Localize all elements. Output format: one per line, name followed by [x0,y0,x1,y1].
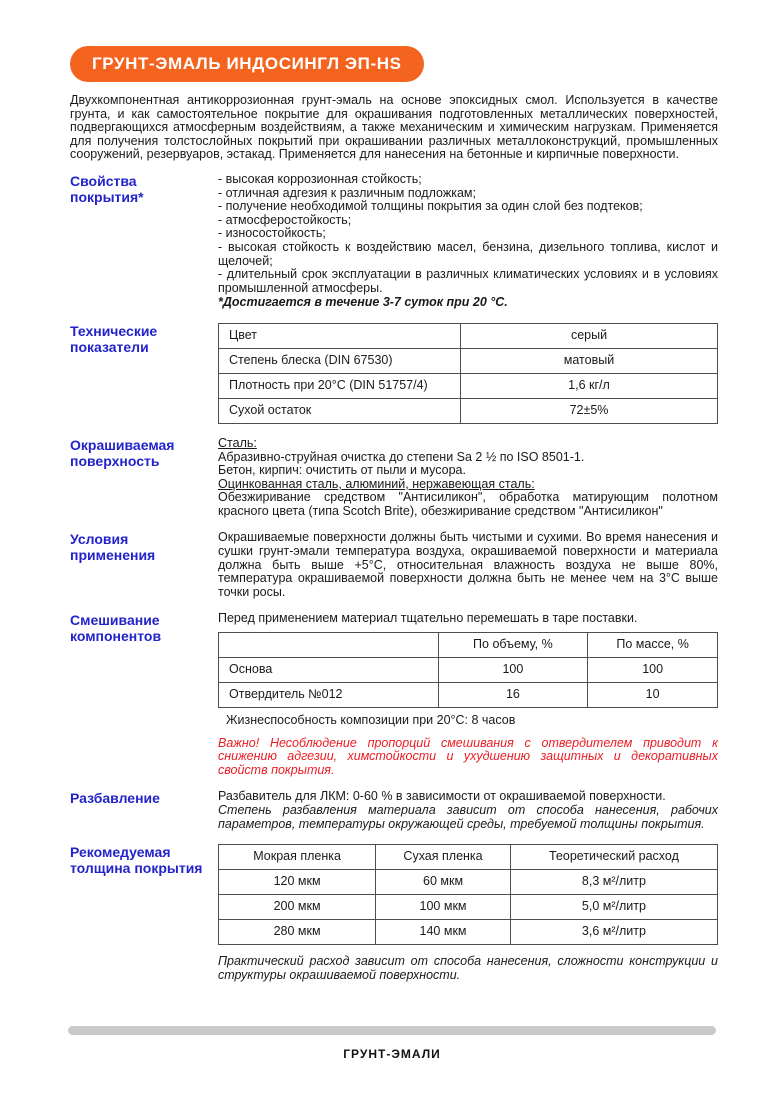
table-cell: Цвет [219,323,461,348]
consumption-note: Практический расход зависит от способа нанесения, сложности конструкции и структуры окрашиваемой поверхности. [218,954,718,982]
table-cell: Сухой остаток [219,398,461,423]
table-row [219,870,718,895]
property-item: - высокая коррозионная стойкость; [218,171,422,186]
mixing-warning: Важно! Несоблюдение пропорций смешивания с отвердителем приводит к снижению адгезии, химстойкости и ухудшению защитных и декоративных свойств покрытия. [218,735,718,777]
property-item: - длительный срок эксплуатации в различных климатических условиях и в условиях промышленной атмосферы. [218,267,718,295]
section-mixing-body [218,612,718,777]
surface-galvanized-text: Обезжиривание средством "Антисиликон", обработка матирующим полотном красного цвета (типа Scotch Brite), обезжиривание средством "Антисиликон" [218,490,718,518]
table-cell: 100 мкм [376,895,511,920]
section-technical [70,323,718,424]
section-surface [70,437,718,519]
table-cell: 120 мкм [219,870,376,895]
table-row [219,658,718,683]
table-header-cell [219,633,439,658]
table-cell: 100 [438,658,588,683]
table-cell: Основа [219,658,439,683]
section-conditions-title: Условия применения [70,531,156,564]
section-technical-title: Технические показатели [70,322,158,355]
mixing-intro: Перед применением материал тщательно перемешать в таре поставки. [218,611,638,626]
section-mixing-title: Смешивание компонентов [70,612,162,645]
table-header-cell: По массе, % [588,633,718,658]
footer-category-label: ГРУНТ-ЭМАЛИ [343,1047,441,1061]
section-properties-body [218,173,718,310]
section-thickness [70,844,718,982]
thickness-table [218,844,718,945]
table-cell: 140 мкм [376,920,511,945]
table-row [219,348,718,373]
table-cell: 280 мкм [219,920,376,945]
section-properties-title: Свойства покрытия* [70,172,144,205]
section-mixing [70,612,718,777]
table-cell: Степень блеска (DIN 67530) [219,348,461,373]
pot-life-note: Жизнеспособность композиции при 20°C: 8 часов [226,713,516,728]
section-conditions-body [218,531,718,599]
table-row [219,398,718,423]
product-title: ГРУНТ-ЭМАЛЬ ИНДОСИНГЛ ЭП-HS [92,54,402,73]
section-dilution [70,790,718,831]
property-item: - отличная адгезия к различным подложкам; [218,185,476,200]
table-cell: серый [461,323,718,348]
surface-steel-line: Абразивно-струйная очистка до степени Sa 2 ½ по ISO 8501-1. [218,449,585,464]
page-footer [68,1026,716,1061]
table-header-cell: Мокрая пленка [219,845,376,870]
table-cell: 5,0 м²/литр [510,895,717,920]
table-header-cell: Теоретический расход [510,845,717,870]
table-cell: 1,6 кг/л [461,373,718,398]
section-surface-title: Окрашиваемая поверхность [70,436,175,469]
table-row [219,323,718,348]
section-conditions [70,531,718,599]
table-header-cell: По объему, % [438,633,588,658]
table-cell: 200 мкм [219,895,376,920]
product-title-badge [70,46,424,82]
surface-galvanized-heading: Оцинкованная сталь, алюминий, нержавеющая сталь: [218,476,535,491]
section-thickness-body [218,844,718,982]
technical-table [218,323,718,424]
table-row [219,683,718,708]
section-thickness-title: Рекомедуемая толщина покрытия [70,844,203,877]
table-row [219,633,718,658]
property-item: - атмосферостойкость; [218,212,352,227]
table-cell: 100 [588,658,718,683]
surface-steel-heading: Сталь: [218,435,257,450]
table-cell: 16 [438,683,588,708]
footer-divider-bar [68,1026,716,1035]
table-cell: 60 мкм [376,870,511,895]
property-item: - износостойкость; [218,226,326,241]
table-row [219,920,718,945]
table-cell: 72±5% [461,398,718,423]
table-cell: 8,3 м²/литр [510,870,717,895]
section-dilution-title: Разбавление [70,790,160,807]
dilution-line: Разбавитель для ЛКМ: 0-60 % в зависимости от окрашиваемой поверхности. [218,789,666,804]
table-cell: 10 [588,683,718,708]
dilution-note: Степень разбавления материала зависит от способа нанесения, рабочих параметров, температуры окружающей среды, требуемой толщины покрытия. [218,803,718,831]
table-row [219,895,718,920]
section-properties [70,173,718,310]
table-cell: Отвердитель №012 [219,683,439,708]
properties-footnote: *Достигается в течение 3-7 суток при 20 °С. [218,295,508,310]
section-surface-body [218,437,718,519]
table-cell: Плотность при 20°C (DIN 51757/4) [219,373,461,398]
table-header-cell: Сухая пленка [376,845,511,870]
intro-paragraph: Двухкомпонентная антикоррозионная грунт-эмаль на основе эпоксидных смол. Используется в качестве грунта, и как самостоятельное покрытие для окрашивания подготовленных металлических поверхностей, подвергающихся атмосферным воздействиям, а также механическим и химическим нагрузкам. Применяется для получения толстослойных покрытий при окрашивании различных металлоконструкций, промышленных сооружений, резервуаров, эстакад. Применяется для нанесения на бетонные и кирпичные поверхности. [70,93,718,162]
table-cell: матовый [461,348,718,373]
table-cell: 3,6 м²/литр [510,920,717,945]
table-row [219,845,718,870]
conditions-text: Окрашиваемые поверхности должны быть чистыми и сухими. Во время нанесения и сушки грунт-эмали температура воздуха, окрашиваемой поверхности и материала должна быть выше +5°С, относительная влажность воздуха не выше 80%, температура окрашиваемой поверхности должна быть не менее чем на 3°С выше точки росы. [218,530,718,599]
property-item: - высокая стойкость к воздействию масел, бензина, дизельного топлива, кислот и щелочей; [218,239,718,268]
property-item: - получение необходимой толщины покрытия за один слой без подтеков; [218,199,643,214]
section-technical-body [218,323,718,424]
section-dilution-body [218,790,718,831]
mixing-table [218,632,718,708]
surface-concrete-line: Бетон, кирпич: очистить от пыли и мусора. [218,463,466,478]
table-row [219,373,718,398]
